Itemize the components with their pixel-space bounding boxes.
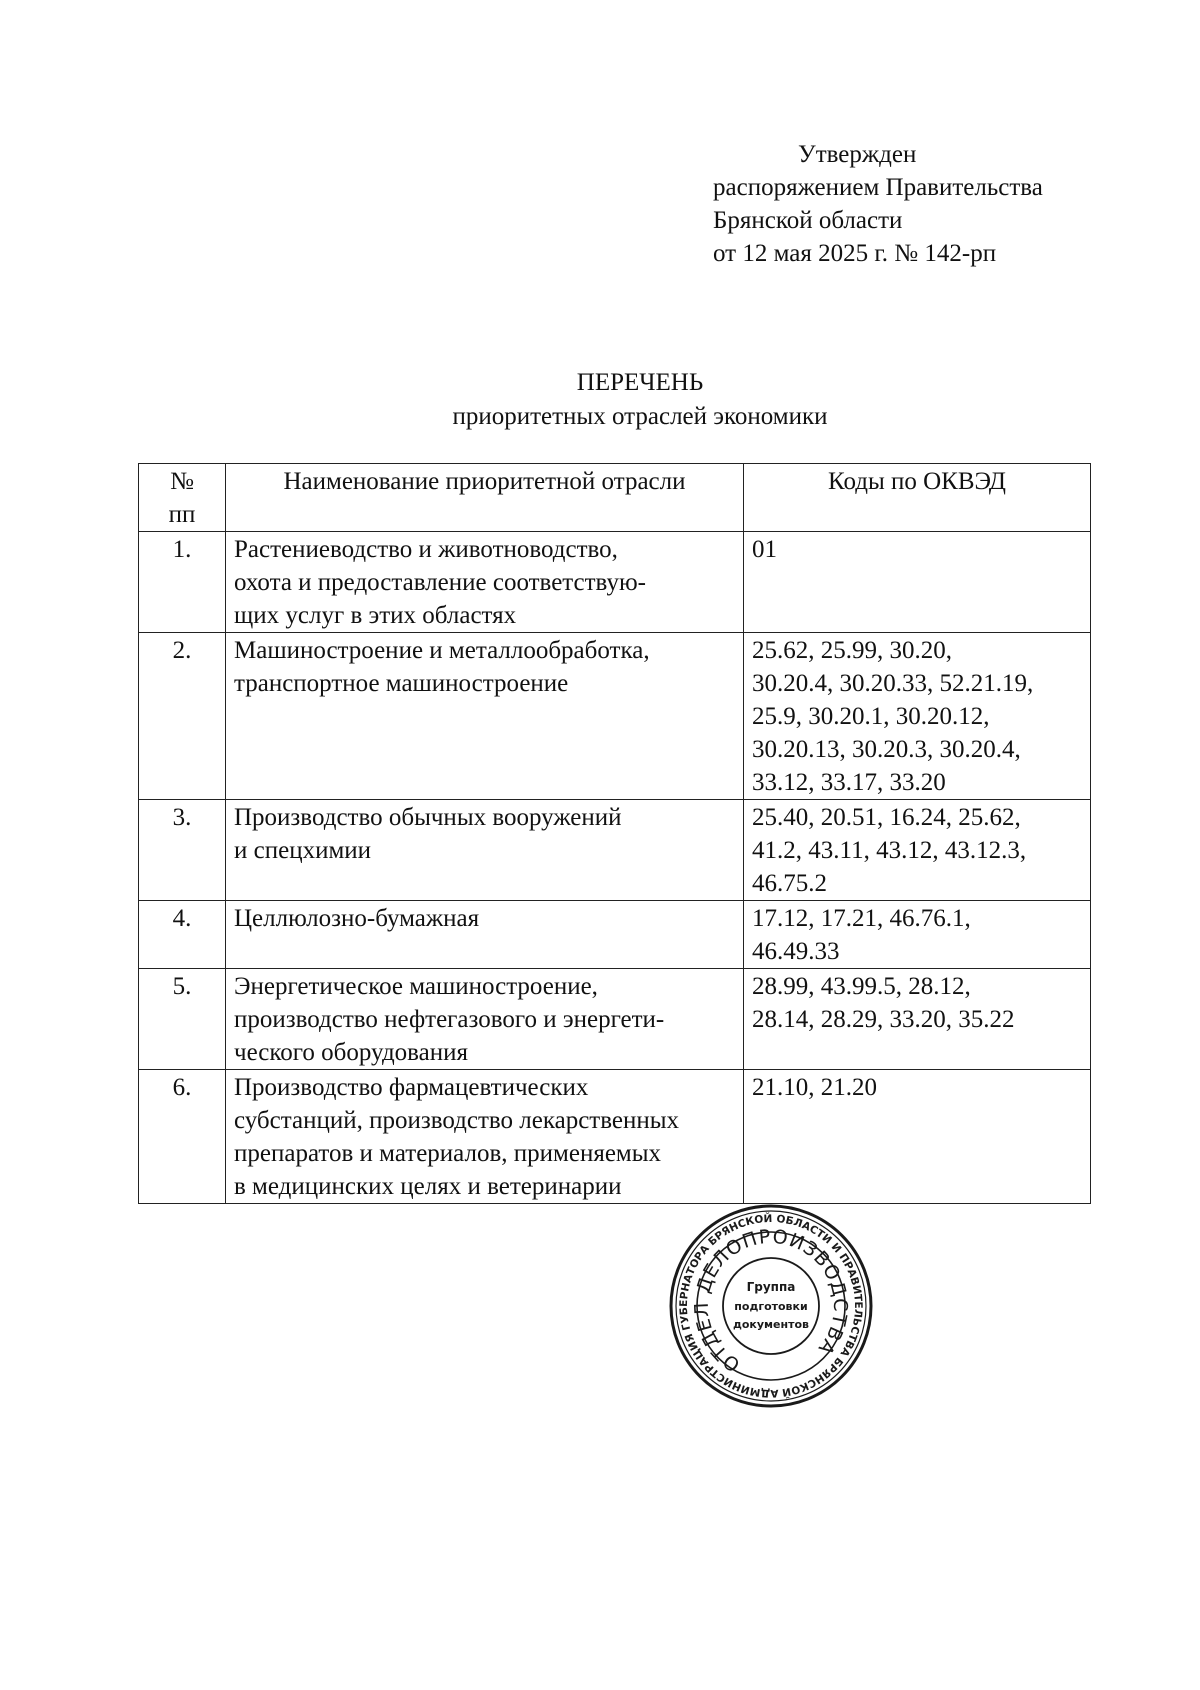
table-row — [139, 969, 1091, 1070]
stamp-seal-graphic — [668, 1203, 874, 1409]
row-number: 1. — [139, 532, 226, 633]
approval-line-order: распоряжением Правительства — [713, 174, 1043, 201]
okved-codes: 21.10, 21.20 — [744, 1070, 1091, 1204]
document-subtitle: приоритетных отраслей экономики — [452, 403, 828, 430]
approval-block — [713, 138, 1143, 270]
industry-name: Производство фармацевтических субстанций, производство лекарственных препаратов и материалов, применяемых в медицинских целях и ветеринарии — [226, 1070, 744, 1204]
okved-codes: 25.62, 25.99, 30.20, 30.20.4, 30.20.33, 52.21.19, 25.9, 30.20.1, 30.20.12, 30.20.13, 30.20.3, 30.20.4, 33.12, 33.17, 33.20 — [744, 633, 1091, 800]
approval-line-approved: Утвержден — [798, 141, 917, 168]
stamp-center-line-3: документов — [732, 1318, 810, 1331]
stamp-center-line-2: подготовки — [734, 1300, 808, 1313]
okved-codes: 17.12, 17.21, 46.76.1, 46.49.33 — [744, 901, 1091, 969]
header-okved-codes: Коды по ОКВЭД — [744, 464, 1091, 532]
official-stamp — [668, 1203, 874, 1409]
row-number: 6. — [139, 1070, 226, 1204]
table-row — [139, 901, 1091, 969]
priority-industries-table — [138, 463, 1091, 1204]
row-number: 5. — [139, 969, 226, 1070]
industry-name: Растениеводство и животноводство, охота и предоставление соответствую- щих услуг в этих областях — [226, 532, 744, 633]
stamp-center-line-1: Группа — [746, 1280, 796, 1294]
okved-codes: 01 — [744, 532, 1091, 633]
approval-line-region: Брянской области — [713, 207, 903, 234]
header-industry-name: Наименование приоритетной отрасли — [226, 464, 744, 532]
document-heading — [0, 366, 1200, 434]
table-row — [139, 800, 1091, 901]
stamp-outer-ring-text: АДМИНИСТРАЦИЯ ГУБЕРНАТОРА БРЯНСКОЙ ОБЛАСТИ И ПРАВИТЕЛЬСТВА БРЯНСКОЙ — [677, 1212, 865, 1400]
approval-line-date-number: от 12 мая 2025 г. № 142-рп — [713, 240, 997, 267]
header-number: № пп — [139, 464, 226, 532]
okved-codes: 25.40, 20.51, 16.24, 25.62, 41.2, 43.11, 43.12, 43.12.3, 46.75.2 — [744, 800, 1091, 901]
row-number: 4. — [139, 901, 226, 969]
okved-codes: 28.99, 43.99.5, 28.12, 28.14, 28.29, 33.20, 35.22 — [744, 969, 1091, 1070]
row-number: 3. — [139, 800, 226, 901]
industry-name: Энергетическое машиностроение, производство нефтегазового и энергети- ческого оборудования — [226, 969, 744, 1070]
industry-name: Машиностроение и металлообработка, транспортное машиностроение — [226, 633, 744, 800]
stamp-middle-ring-text: ОТДЕЛ ДЕЛОПРОИЗВОДСТВА — [690, 1225, 852, 1376]
table-row — [139, 1070, 1091, 1204]
table-row — [139, 633, 1091, 800]
industry-name: Целлюлозно-бумажная — [226, 901, 744, 969]
table-header-row — [139, 464, 1091, 532]
document-title: ПЕРЕЧЕНЬ — [576, 369, 704, 396]
row-number: 2. — [139, 633, 226, 800]
table-row — [139, 532, 1091, 633]
industry-name: Производство обычных вооружений и спецхимии — [226, 800, 744, 901]
